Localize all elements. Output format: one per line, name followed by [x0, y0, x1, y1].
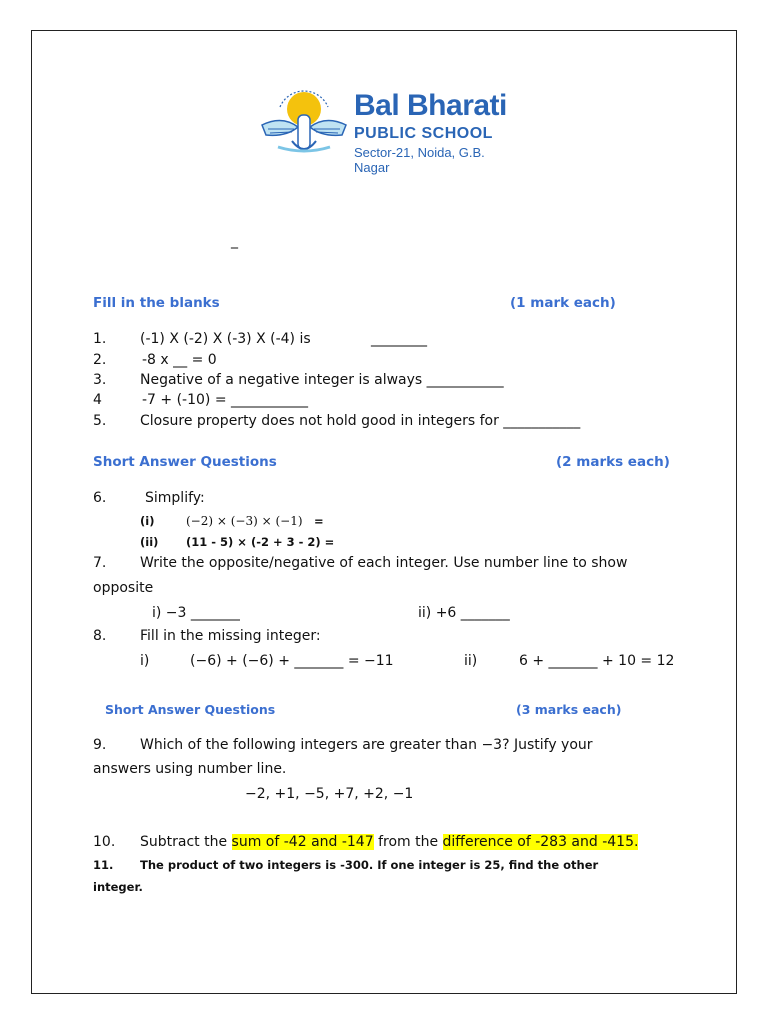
- question-text: -8 x __ = 0: [142, 352, 217, 368]
- question-number: 11.: [93, 858, 114, 872]
- section-marks-short-answer-2: (2 marks each): [556, 454, 670, 470]
- question-number: 2.: [93, 352, 107, 368]
- logo-subtitle: PUBLIC SCHOOL: [354, 125, 493, 142]
- question-text-part: Subtract the: [140, 834, 232, 850]
- section-marks-short-answer-3: (3 marks each): [516, 702, 622, 717]
- math-expression: 6 + _______ + 10 = 12: [519, 653, 675, 669]
- equals-sign: =: [314, 514, 324, 528]
- section-title-short-answer-2: Short Answer Questions: [93, 454, 277, 470]
- sub-question-label: (i): [140, 514, 155, 528]
- question-number: 6.: [93, 490, 107, 506]
- integer-list: −2, +1, −5, +7, +2, −1: [245, 786, 414, 802]
- question-number: 3.: [93, 372, 107, 388]
- question-number: 1.: [93, 331, 107, 347]
- question-text: Which of the following integers are greater than −3? Justify your: [140, 737, 593, 753]
- question-text: (-1) X (-2) X (-3) X (-4) is: [140, 331, 311, 347]
- question-number: 4: [93, 392, 102, 408]
- question-text: Simplify:: [145, 490, 205, 506]
- section-title-fill-blanks: Fill in the blanks: [93, 295, 220, 311]
- logo-address: Sector-21, Noida, G.B. Nagar: [354, 145, 485, 175]
- stray-mark: _: [231, 233, 238, 249]
- math-expression: (−6) + (−6) + _______ = −11: [190, 653, 394, 669]
- question-text: Closure property does not hold good in integers for ___________: [140, 413, 581, 429]
- question-number: 5.: [93, 413, 107, 429]
- question-text-continued: integer.: [93, 880, 143, 894]
- question-number: 8.: [93, 628, 107, 644]
- section-marks-fill-blanks: (1 mark each): [510, 295, 616, 311]
- highlighted-text: difference of -283 and -415.: [442, 834, 639, 850]
- logo-title: Bal Bharati: [354, 89, 507, 122]
- math-expression: (−2) × (−3) × (−1): [186, 514, 303, 528]
- question-text: Negative of a negative integer is always ___________: [140, 372, 504, 388]
- sub-question: ii) +6 _______: [418, 605, 510, 621]
- question-text: The product of two integers is -300. If one integer is 25, find the other: [140, 858, 599, 872]
- school-emblem-icon: [258, 85, 350, 161]
- sub-question-label: (ii): [140, 535, 159, 549]
- question-text: -7 + (-10) = ___________: [142, 392, 309, 408]
- question-text-part: from the: [373, 834, 443, 850]
- question-number: 9.: [93, 737, 107, 753]
- question-number: 10.: [93, 834, 116, 850]
- sub-question: i) −3 _______: [152, 605, 240, 621]
- question-text: Fill in the missing integer:: [140, 628, 321, 644]
- question-text: Write the opposite/negative of each integer. Use number line to show: [140, 555, 628, 571]
- question-number: 7.: [93, 555, 107, 571]
- school-logo: [258, 85, 510, 175]
- sub-question-label: ii): [464, 653, 478, 669]
- sub-question-label: i): [140, 653, 150, 669]
- answer-blank: ________: [371, 331, 427, 347]
- highlighted-text: sum of -42 and -147: [231, 834, 374, 850]
- question-text: [140, 834, 638, 850]
- question-text-continued: opposite: [93, 580, 154, 596]
- section-title-short-answer-3: Short Answer Questions: [105, 702, 276, 717]
- math-expression: (11 - 5) × (-2 + 3 - 2) =: [186, 535, 335, 549]
- question-text-continued: answers using number line.: [93, 761, 287, 777]
